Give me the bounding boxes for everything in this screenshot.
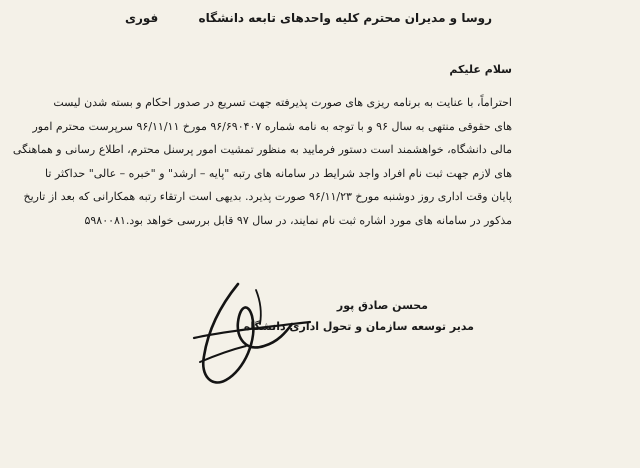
- body-line: های حقوقی منتهی به سال ۹۶ و با توجه به نامه شماره ۹۶/۶۹۰۴۰۷ مورخ ۹۶/۱۱/۱۱ سرپرست محترم امور: [32, 119, 512, 133]
- handwritten-signature: [160, 276, 330, 396]
- body-line: های لازم جهت ثبت نام افراد واجد شرایط در سامانه های رتبه "پایه – ارشد" و "خبره – عالی" حداکثر تا: [45, 166, 512, 180]
- body-line: احتراماً، با عنایت به برنامه ریزی های صورت پذیرفته جهت تسریع در صدور احکام و بسته شدن لیست: [53, 96, 512, 109]
- recipient-title: روسا و مدیران محترم کلیه واحدهای تابعه دانشگاه: [198, 11, 492, 25]
- letter-body: [12, 91, 512, 233]
- signatory-name: محسن صادق پور: [336, 299, 428, 312]
- priority-label: فوری: [125, 11, 159, 25]
- body-line: پایان وقت اداری روز دوشنبه مورخ ۹۶/۱۱/۲۳ صورت پذیرد. بدیهی است ارتقاء رتبه همکارانی که بعد از تاریخ: [23, 190, 512, 204]
- body-line: مالی دانشگاه، خواهشمند است دستور فرمایید به منظور تمشیت امور پرسنل محترم، اطلاع رسانی و هماهنگی: [12, 143, 512, 157]
- body-line: مذکور در سامانه های مورد اشاره ثبت نام نمایند، در سال ۹۷ قابل بررسی خواهد بود.۵۹۸۰۰۸۱: [84, 213, 512, 227]
- greeting: سلام علیکم: [449, 63, 512, 76]
- signatory-title: مدیر توسعه سازمان و تحول اداری دانشگاه: [243, 320, 474, 333]
